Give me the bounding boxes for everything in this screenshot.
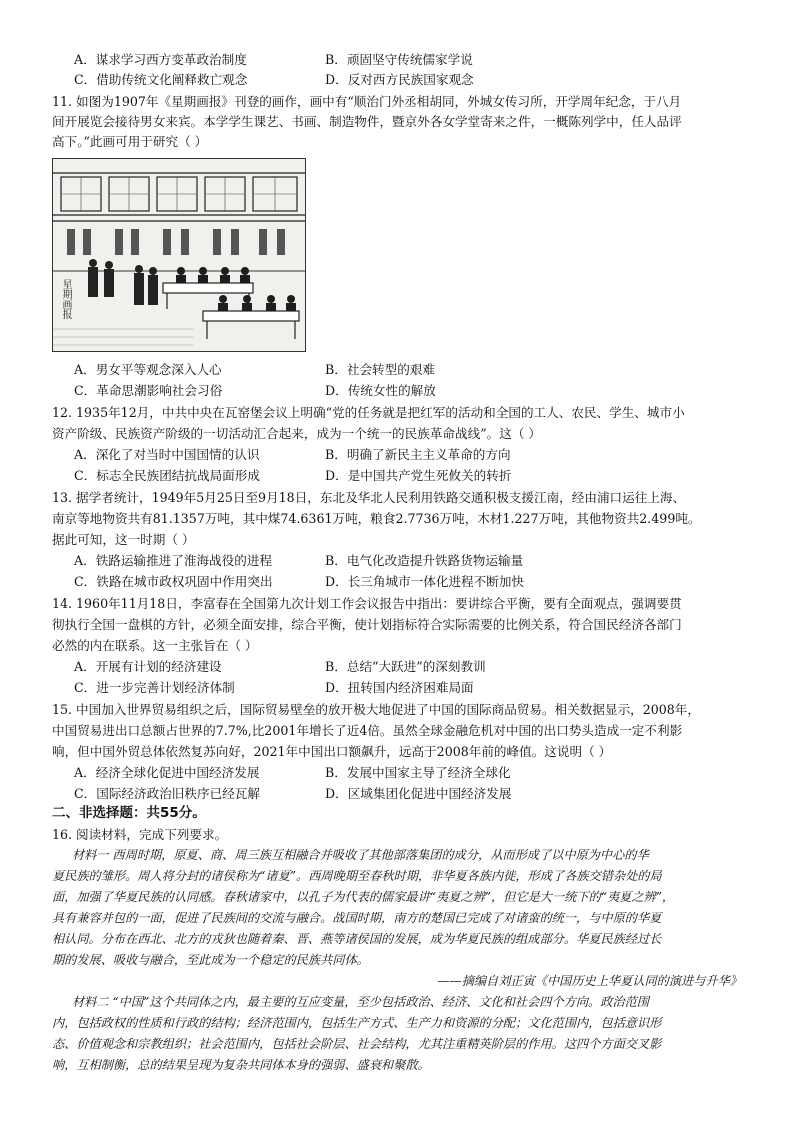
q15-stem-line: 响，但中国外贸总体依然复苏向好，2021年中国出口额飙升，远高于2008年前的峰值。这说明（ ） (52, 744, 612, 759)
q16-intro: 16. 阅读材料，完成下列要求。 (52, 827, 228, 842)
q14-option-c[interactable]: C．进一步完善计划经济体制 (74, 680, 235, 695)
q14-option-b[interactable]: B．总结“大跃进”的深刻教训 (325, 659, 486, 674)
q14-option-a[interactable]: A．开展有计划的经济建设 (74, 659, 222, 674)
material1-line: 相认同。分布在西北、北方的戎狄也随着秦、晋、燕等诸侯国的发展，成为华夏民族的组成部分。华夏民族经过长 (52, 932, 662, 946)
material1-source: ——摘编自刘正寅《中国历史上华夏认同的演进与升华》 (437, 974, 742, 988)
q14-stem-line: 必然的内在联系。这一主张旨在（ ） (52, 638, 258, 653)
q12-stem-line: 12. 1935年12月，中共中央在瓦窑堡会议上明确“党的任务就是把红军的活动和全国的工人、农民、学生、城市小 (52, 405, 685, 420)
q12-option-b[interactable]: B．明确了新民主主义革命的方向 (325, 447, 511, 462)
material1-line: 材料一 西周时期，原夏、商、周三族互相融合并吸收了其他部落集团的成分，从而形成了以中原为中心的华 (72, 848, 649, 862)
drawing-illustration (53, 159, 305, 351)
q11-stem-line: 高下。”此画可用于研究（ ） (52, 134, 208, 149)
q13-option-c[interactable]: C．铁路在城市政权巩固中作用突出 (74, 574, 273, 589)
q11-option-d[interactable]: D．传统女性的解放 (325, 383, 436, 398)
q15-option-d[interactable]: D．区域集团化促进中国经济发展 (325, 786, 512, 801)
q10-option-c[interactable]: C．借助传统文化阐释救亡观念 (74, 72, 248, 87)
material2-line: 响，互相制衡，总的结果呈现为复杂共同体本身的强弱、盛衰和聚散。 (52, 1058, 430, 1072)
material1-line: 面，加强了华夏民族的认同感。春秋诸家中，以孔子为代表的儒家最讲“夷夏之辨”，但它是大一统下的“夷夏之辨”， (52, 890, 675, 904)
q10-option-d[interactable]: D．反对西方民族国家观念 (325, 72, 474, 87)
q14-option-d[interactable]: D．扭转国内经济困难局面 (325, 680, 474, 695)
q13-option-a[interactable]: A．铁路运输推进了淮海战役的进程 (74, 553, 273, 568)
drawing-caption: 星期画报 (60, 279, 71, 319)
material2-line: 材料二 “中国”这个共同体之内，最主要的互应变量，至少包括政治、经济、文化和社会四个方向。政治范围 (72, 995, 649, 1009)
q15-option-c[interactable]: C．国际经济政治旧秩序已经瓦解 (74, 786, 260, 801)
q10-option-a[interactable]: A．谋求学习西方变革政治制度 (74, 52, 247, 67)
q12-option-a[interactable]: A．深化了对当时中国国情的认识 (74, 447, 260, 462)
q15-stem-line: 中国贸易进出口总额占世界的7.7%,比2001年增长了近4倍。虽然全球金融危机对中国的出口势头造成一定不利影 (52, 723, 683, 738)
q11-option-b[interactable]: B．社会转型的艰难 (325, 362, 436, 377)
q14-stem-line: 彻执行全国一盘棋的方针，必须全面安排，综合平衡，使计划指标符合实际需要的比例关系，符合国民经济各部门 (52, 617, 682, 632)
material2-line: 内，包括政权的性质和行政的结构；经济范围内，包括生产方式、生产力和资源的分配；文化范围内，包括意识形 (52, 1016, 662, 1030)
q13-stem-line: 13. 据学者统计，1949年5月25日至9月18日，东北及华北人民利用铁路交通积极支援江南，经由浦口运往上海、 (52, 490, 686, 505)
q12-option-d[interactable]: D．是中国共产党生死攸关的转折 (325, 468, 512, 483)
material1-line: 期的发展、吸收与融合，至此成为一个稳定的民族共同体。 (52, 953, 369, 967)
q11-option-c[interactable]: C．革命思潮影响社会习俗 (74, 383, 223, 398)
q15-stem-line: 15. 中国加入世界贸易组织之后，国际贸易壁垒的放开极大地促进了中国的国际商品贸易。相关数据显示，2008年， (52, 702, 700, 717)
material1-line: 夏民族的雏形。周人将分封的诸侯称为“诸夏”。西周晚期至春秋时期，非华夏各族内徙，形成了各族交错杂处的局 (52, 869, 662, 883)
q11-historical-drawing (52, 158, 306, 352)
q12-option-c[interactable]: C．标志全民族团结抗战局面形成 (74, 468, 260, 483)
q11-stem-line: 11. 如图为1907年《星期画报》刊登的画作，画中有“顺治门外丞相胡同，外城女传习所，开学周年纪念，于八月 (52, 94, 682, 109)
material2-line: 态、价值观念和宗教组织；社会范围内，包括社会阶层、社会结构，尤其注重精英阶层的作用。这四个方面交叉影 (52, 1037, 662, 1051)
q10-option-b[interactable]: B．顽固坚守传统儒家学说 (325, 52, 473, 67)
q15-option-b[interactable]: B．发展中国家主导了经济全球化 (325, 765, 511, 780)
q14-stem-line: 14. 1960年11月18日，李富春在全国第九次计划工作会议报告中指出：要讲综合平衡，要有全面观点，强调要贯 (52, 596, 682, 611)
q15-option-a[interactable]: A．经济全球化促进中国经济发展 (74, 765, 260, 780)
q13-stem-line: 南京等地物资共有81.1357万吨，其中煤74.6361万吨，粮食2.7736万吨，木材1.227万吨，其他物资共2.499吨。 (52, 511, 701, 526)
material1-line: 具有兼容并包的一面，促进了民族间的交流与融合。战国时期，南方的楚国已完成了对诸蛮的统一，与中原的华夏 (52, 911, 662, 925)
section-heading: 二、非选择题：共55分。 (52, 805, 206, 821)
q13-option-d[interactable]: D．长三角城市一体化进程不断加快 (325, 574, 525, 589)
q12-stem-line: 资产阶级、民族资产阶级的一切活动汇合起来，成为一个统一的民族革命战线”。这（ ） (52, 426, 542, 441)
q13-stem-line: 据此可知，这一时期（ ） (52, 532, 195, 547)
q13-option-b[interactable]: B．电气化改造提升铁路货物运输量 (325, 553, 524, 568)
q11-stem-line: 间开展览会接待男女来宾。本学学生课艺、书画、制造物件，暨京外各女学堂寄来之件，一概陈列学中，任人品评 (52, 114, 682, 129)
q11-option-a[interactable]: A．男女平等观念深入人心 (74, 362, 222, 377)
